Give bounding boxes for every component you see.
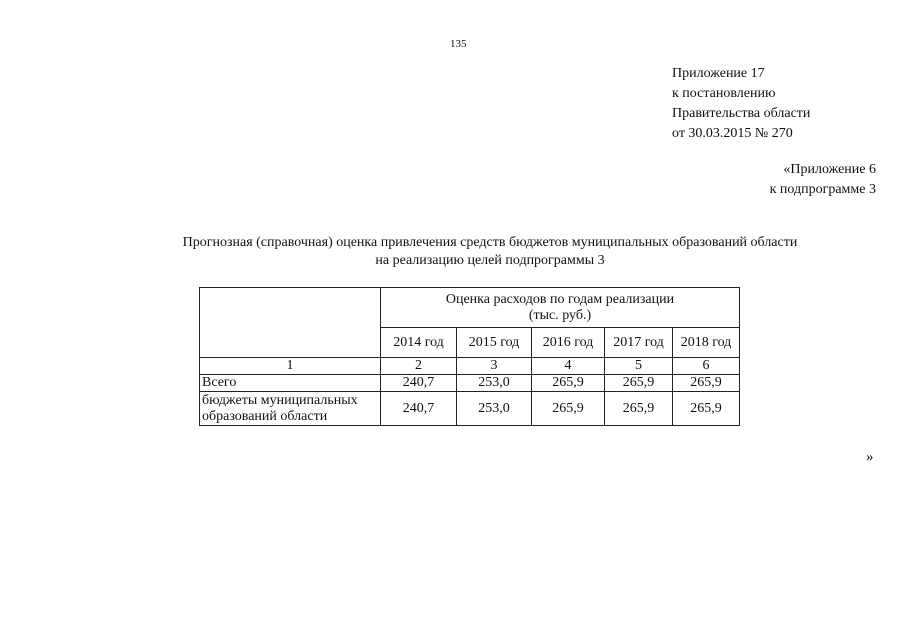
table-row [200,375,740,392]
value-cell: 253,0 [457,375,532,392]
value-cell: 265,9 [673,392,740,426]
table-header-row [200,288,740,328]
value-cell: 265,9 [673,375,740,392]
year-header-cell: 2014 год [381,328,457,358]
appendix-reference [672,64,810,144]
expense-estimate-header [381,288,740,328]
subprogram-appendix-line-1: «Приложение 6 [783,162,876,177]
year-header-cell: 2015 год [457,328,532,358]
appendix-line-4: от 30.03.2015 № 270 [672,126,793,141]
row-label: бюджеты муниципальных образований области [200,392,381,426]
value-cell: 265,9 [532,375,605,392]
column-number-row [200,358,740,375]
column-number-cell: 1 [200,358,381,375]
closing-quote: » [866,449,874,465]
value-cell: 265,9 [532,392,605,426]
value-cell: 265,9 [605,375,673,392]
column-number-cell: 2 [381,358,457,375]
year-header-cell: 2017 год [605,328,673,358]
column-number-cell: 4 [532,358,605,375]
table-row [200,392,740,426]
page-number: 135 [450,38,467,50]
expense-estimate-header-line-2: (тыс. руб.) [528,307,592,323]
expense-estimate-header-line-1: Оценка расходов по годам реализации [445,291,675,307]
value-cell: 253,0 [457,392,532,426]
value-cell: 240,7 [381,375,457,392]
appendix-line-3: Правительства области [672,106,811,121]
column-number-cell: 6 [673,358,740,375]
column-number-cell: 3 [457,358,532,375]
value-cell: 240,7 [381,392,457,426]
column-number-cell: 5 [605,358,673,375]
subprogram-appendix-reference [770,160,876,200]
row-label: Всего [200,375,381,392]
appendix-line-1: Приложение 17 [672,66,765,81]
year-header-cell: 2018 год [673,328,740,358]
document-title-line-2: на реализацию целей подпрограммы 3 [375,253,605,268]
year-header-cell: 2016 год [532,328,605,358]
value-cell: 265,9 [605,392,673,426]
appendix-line-2: к постановлению [672,86,776,101]
document-title-line-1: Прогнозная (справочная) оценка привлечения средств бюджетов муниципальных образований области [182,235,798,250]
document-title [140,234,840,270]
forecast-table [199,287,740,426]
subprogram-appendix-line-2: к подпрограмме 3 [769,182,876,197]
empty-header-cell [200,288,381,358]
